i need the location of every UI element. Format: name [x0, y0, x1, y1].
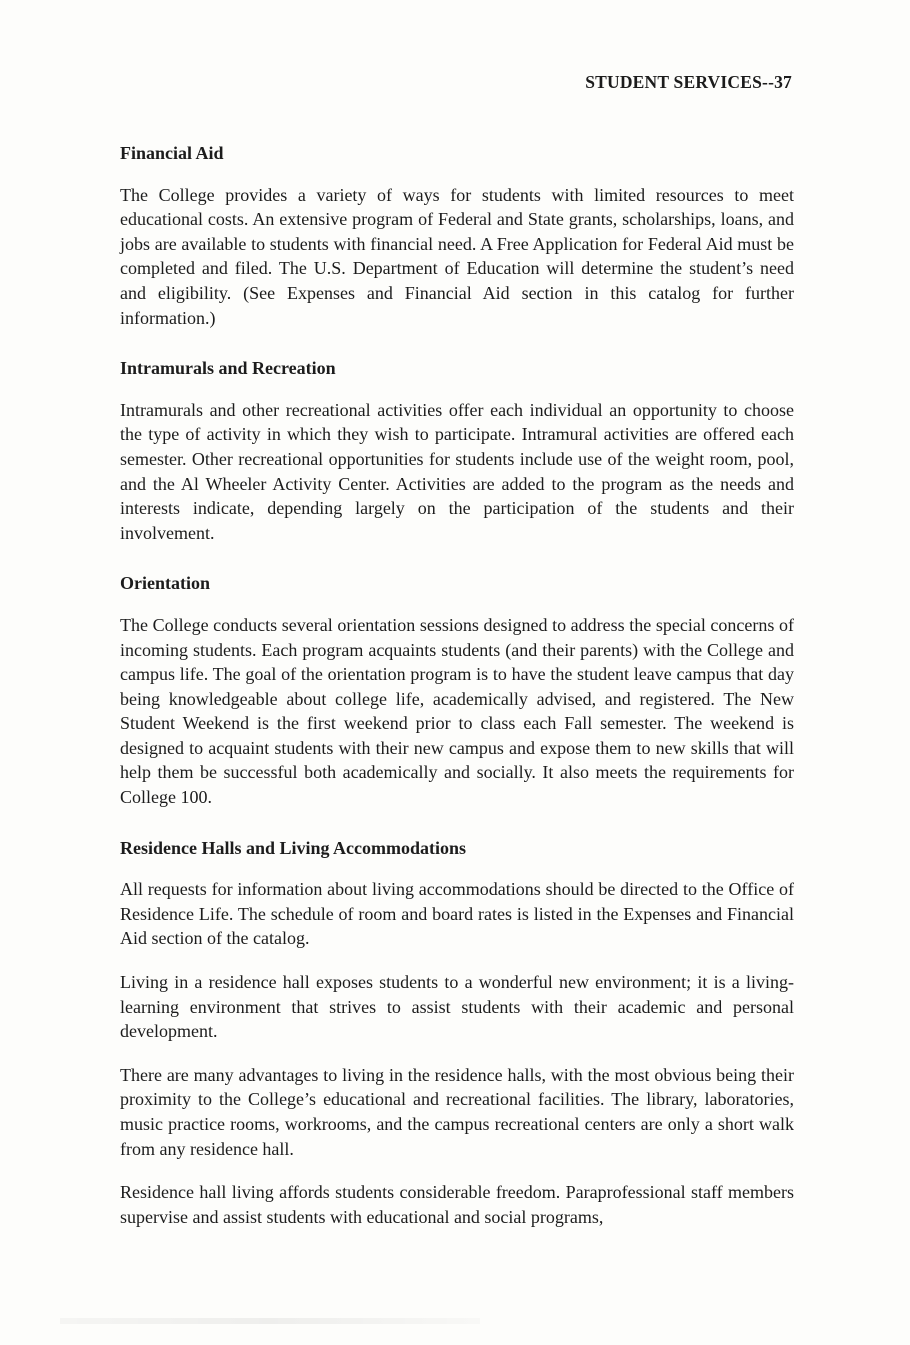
paragraph: Living in a residence hall exposes students to a wonderful new environment; it is a living-learning environment that strives to assist students with their academic and personal development.: [120, 972, 794, 1042]
paragraph: Residence hall living affords students considerable freedom. Paraprofessional staff members supervise and assist students with educational and social programs,: [120, 1182, 794, 1227]
section-orientation: [120, 573, 794, 809]
section-financial-aid: [120, 143, 794, 330]
section-heading: Residence Halls and Living Accommodations: [120, 837, 467, 858]
paragraph: Intramurals and other recreational activities offer each individual an opportunity to choose the type of activity in which they wish to participate. Intramural activities are offered each semester. Other recreational opportunities for students include use of the weight room, pool, and the Al Wheeler Activity Center. Activities are added to the program as the needs and interests indicate, depending largely on the participation of the students and their involvement.: [120, 399, 794, 543]
page-content: [120, 143, 794, 1257]
running-head: STUDENT SERVICES--37: [585, 72, 792, 92]
paragraph: All requests for information about living accommodations should be directed to the Office of Residence Life. The schedule of room and board rates is listed in the Expenses and Financial Aid section of the catalog.: [120, 879, 794, 949]
paragraph: The College provides a variety of ways for students with limited resources to meet educational costs. An extensive program of Federal and State grants, scholarships, loans, and jobs are available to students with financial need. A Free Application for Federal Aid must be completed and filed. The U.S. Department of Education will determine the student’s need and eligibility. (See Expenses and Financial Aid section in this catalog for further information.): [120, 184, 794, 328]
paragraph: There are many advantages to living in the residence halls, with the most obvious being their proximity to the College’s educational and recreational facilities. The library, laboratories, music practice rooms, workrooms, and the campus recreational centers are only a short walk from any residence hall.: [120, 1064, 794, 1159]
paragraph: The College conducts several orientation sessions designed to address the special concerns of incoming students. Each program acquaints students (and their parents) with the College and campus life. The goal of the orientation program is to have the student leave campus that day being knowledgeable about college life, academically advised, and registered. The New Student Weekend is the first weekend prior to class each Fall semester. The weekend is designed to acquaint students with their new campus and expose them to new skills that will help them be successful both academically and socially. It also meets the requirements for College 100.: [120, 614, 794, 808]
section-heading: Financial Aid: [120, 143, 224, 163]
section-heading: Intramurals and Recreation: [120, 358, 336, 379]
scan-artifact: [60, 1318, 480, 1324]
section-heading: Orientation: [120, 573, 210, 594]
section-residence-halls: [120, 838, 794, 1230]
section-intramurals-recreation: [120, 358, 794, 545]
